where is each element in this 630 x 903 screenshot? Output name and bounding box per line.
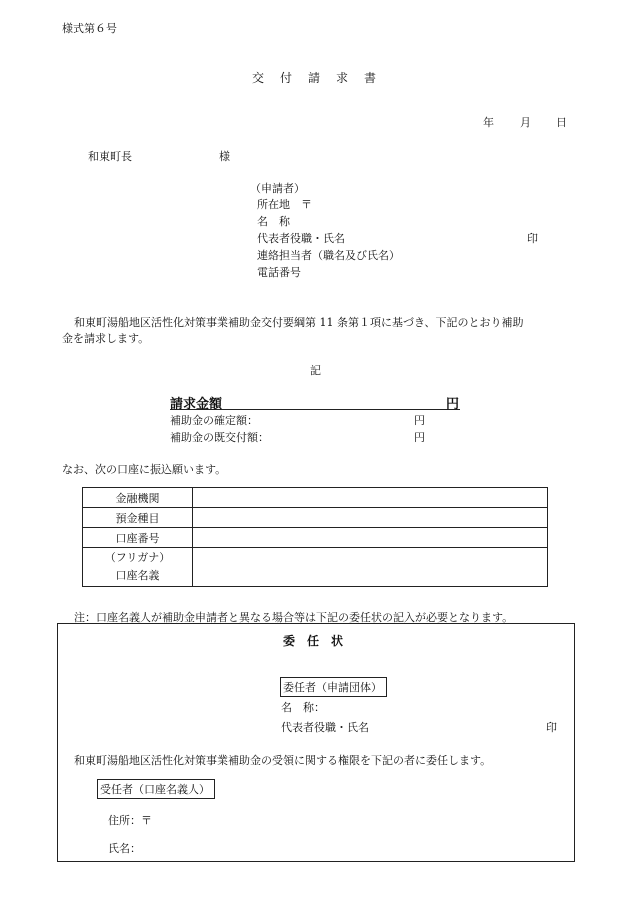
- account-holder-field[interactable]: [193, 548, 548, 587]
- delegate-address: 住所：〒: [108, 814, 152, 827]
- confirmed-label: 補助金の確定額：: [170, 414, 258, 427]
- applicant-address: 所在地 〒: [257, 198, 312, 211]
- account-number-label: 口座番号: [83, 528, 193, 548]
- paid-label: 補助金の既交付額：: [170, 431, 269, 444]
- recipient-honorific: 様: [219, 150, 230, 163]
- body-text-line2: 金を請求します。: [62, 332, 150, 345]
- delegator-tag: 委任者（申請団体）: [280, 677, 387, 697]
- table-row: [83, 548, 548, 587]
- claim-amount-label: 請求金額: [170, 397, 223, 412]
- date-day: 日: [556, 116, 567, 129]
- applicant-contact: 連絡担当者（職名及び氏名）: [257, 249, 400, 262]
- form-number: 様式第６号: [62, 22, 117, 35]
- account-intro: なお、次の口座に振込願います。: [62, 463, 227, 476]
- table-row: [83, 508, 548, 528]
- proxy-note: 注：口座名義人が補助金申請者と異なる場合等は下記の委任状の記入が必要となります。: [74, 611, 514, 624]
- date-year: 年: [483, 116, 494, 129]
- delegator-name: 名 称：: [281, 701, 325, 714]
- proxy-title: 委 任 状: [283, 634, 344, 648]
- table-row: [83, 528, 548, 548]
- deposit-type-label: 預金種目: [83, 508, 193, 528]
- delegator-seal: 印: [546, 721, 557, 734]
- account-table: [82, 487, 548, 587]
- recipient-name: 和東町長: [88, 150, 132, 163]
- deposit-type-field[interactable]: [193, 508, 548, 528]
- holder-label: 口座名義: [115, 569, 160, 582]
- delegate-tag: 受任者（口座名義人）: [97, 779, 215, 799]
- bank-field[interactable]: [193, 488, 548, 508]
- delegator-representative: 代表者役職・氏名: [281, 721, 369, 734]
- paid-unit: 円: [414, 431, 425, 444]
- table-row: [83, 488, 548, 508]
- bank-label: 金融機関: [83, 488, 193, 508]
- body-text-line1: 和東町湯船地区活性化対策事業補助金交付要綱第 11 条第１項に基づき、下記のとおり補助: [74, 316, 524, 329]
- applicant-phone: 電話番号: [257, 266, 301, 279]
- delegate-name: 氏名：: [108, 842, 141, 855]
- furigana-label: （フリガナ）: [104, 551, 171, 564]
- ki-label: 記: [310, 364, 321, 377]
- applicant-name: 名 称: [257, 215, 290, 228]
- applicant-heading: （申請者）: [250, 182, 305, 195]
- account-holder-label: [83, 548, 193, 587]
- page-title: 交 付 請 求 書: [252, 71, 379, 85]
- date-month: 月: [520, 116, 531, 129]
- confirmed-unit: 円: [414, 414, 425, 427]
- applicant-representative: 代表者役職・氏名: [257, 232, 345, 245]
- proxy-statement: 和東町湯船地区活性化対策事業補助金の受領に関する権限を下記の者に委任します。: [74, 754, 492, 767]
- claim-amount-unit: 円: [446, 397, 460, 412]
- account-number-field[interactable]: [193, 528, 548, 548]
- applicant-seal: 印: [527, 232, 538, 245]
